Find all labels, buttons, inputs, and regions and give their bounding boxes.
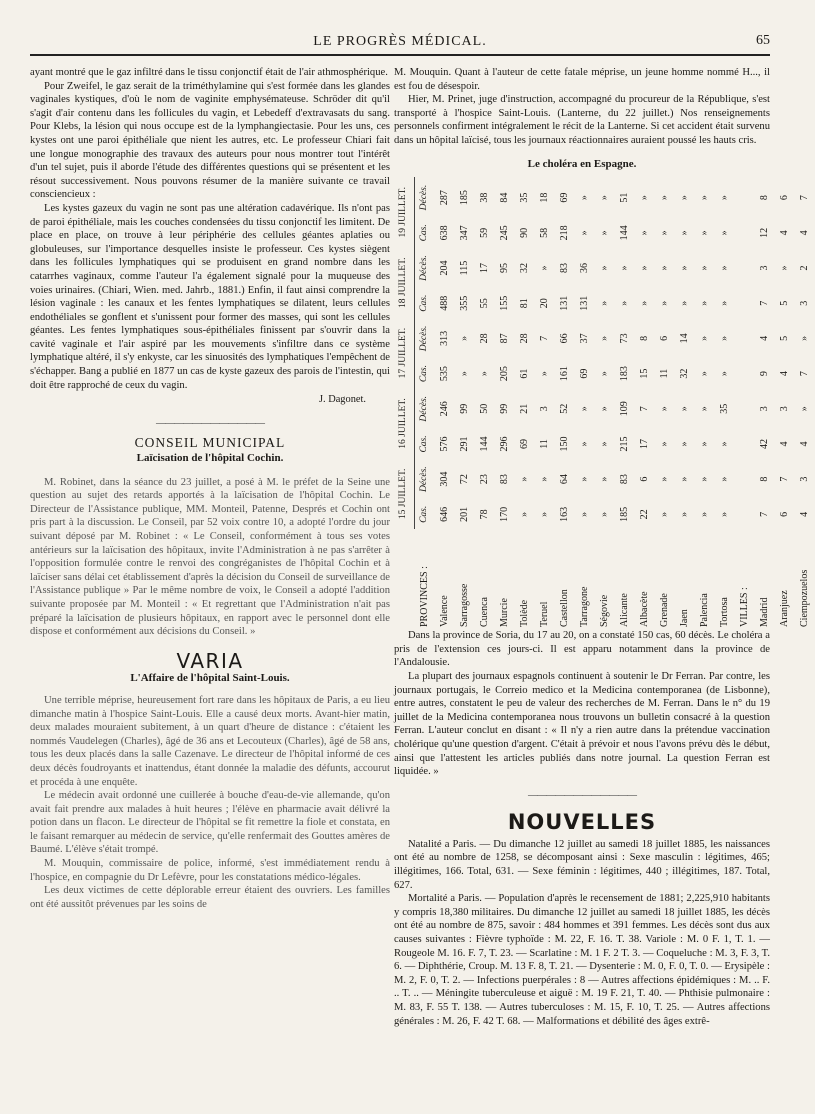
table-cell: 59 (479, 227, 491, 238)
place-name: Grenade (659, 593, 671, 628)
table-corner (394, 529, 415, 629)
table-cell: » (599, 371, 611, 377)
table-cell: 4 (799, 441, 811, 447)
table-cell: 28 (479, 333, 491, 344)
table-row (795, 177, 815, 629)
table-row (655, 177, 675, 629)
table-cell: » (699, 265, 711, 271)
table-cell: 7 (779, 476, 791, 482)
place-name: Alicante (619, 593, 631, 628)
table-cell: 83 (499, 474, 511, 485)
table-row (595, 177, 615, 629)
table-cell: 5 (779, 300, 791, 306)
table-cell: 99 (499, 403, 511, 414)
table-cell: » (539, 476, 551, 482)
place-name: Palencia (699, 593, 711, 628)
table-cell: 84 (499, 192, 511, 203)
table-cell: 7 (759, 511, 771, 517)
table-cell: 6 (779, 195, 791, 201)
table-cell: » (539, 371, 551, 377)
section-title: VARIA (176, 648, 244, 673)
cholera-table-box (394, 177, 811, 629)
table-cell: 3 (539, 406, 551, 412)
section-subtitle: Laïcisation de l'hôpital Cochin. (136, 452, 284, 465)
cas-header: Cas. (419, 435, 430, 453)
table-cell: 6 (779, 511, 791, 517)
place-name: Sarragosse (459, 583, 471, 628)
table-row (715, 177, 735, 629)
paragraph: M. Mouquin, commissaire de police, informé, s'est immédiatement rendu à l'hospice, en compagnie du Dr Lefèvre, pour les constatations médico-légales. (30, 858, 390, 883)
after-table (394, 629, 770, 779)
right-column (394, 66, 811, 1028)
table-cell: 4 (759, 336, 771, 342)
place-name: Ciempozuelos (799, 569, 811, 628)
table-cell: 28 (519, 333, 531, 344)
place-name: Albacète (639, 591, 651, 628)
table-cell: 4 (779, 230, 791, 236)
table-cell: » (479, 371, 491, 377)
deces-header: Décès. (419, 255, 430, 281)
table-row (615, 177, 635, 629)
table-cell: » (599, 230, 611, 236)
table-cell: » (679, 300, 691, 306)
table-cell: » (579, 230, 591, 236)
place-name: Tortosa (719, 597, 731, 628)
table-cell: 6 (659, 336, 671, 342)
table-cell: » (719, 336, 731, 342)
table-cell: 61 (519, 368, 531, 379)
table-cell: 69 (519, 439, 531, 450)
table-cell: » (719, 265, 731, 271)
table-cell: 5 (779, 336, 791, 342)
table-row (575, 177, 595, 629)
table-row (515, 177, 535, 629)
table-cell: 72 (459, 474, 471, 485)
place-name: Cuenca (479, 597, 491, 628)
table-cell: 204 (439, 260, 451, 276)
paragraph: Dans la province de Soria, du 17 au 20, on a constaté 150 cas, 60 décès. Le choléra a pris de l'extension ces jours-ci. Il est apparu notamment dans la province de l'Andalousie. (394, 630, 770, 669)
table-cell: » (799, 406, 811, 412)
table-cell: 3 (799, 476, 811, 482)
author-signature: J. Dagonet. (318, 394, 366, 406)
deces-header: Décès. (419, 184, 430, 211)
table-cell: » (639, 265, 651, 271)
table-cell: 35 (519, 192, 531, 203)
table-cell: » (719, 300, 731, 306)
table-cell: 36 (579, 263, 591, 274)
journal-title: LE PROGRÈS MÉDICAL. (313, 34, 487, 49)
table-cell: » (599, 441, 611, 447)
table-cell: » (459, 371, 471, 377)
table-cell: » (639, 230, 651, 236)
table-cell: 12 (759, 227, 771, 238)
paragraph: ayant montré que le gaz infiltré dans le tissu conjonctif était de l'air athmosphérique. (30, 67, 388, 78)
place-name: Teruel (539, 601, 551, 628)
paragraph: M. Robinet, dans la séance du 23 juillet, a posé à M. le préfet de la Seine une question au sujet des retards apportés à la laïcisation de l'hôpital Cochin. Le Directeur de l'Assistance publique, MM. Monteil, Patenne, Després et Cochin ont pris part à la discussion. Le Conseil, par 52 voix contre 10, a adopté l'ordre du jour suivant déposé par M. Robinet : « Le Conseil, conformément à tous ses votes antérieurs sur la laïcisation des hôpitaux, invite l'Administration à ne pas s'arrêter à l'opposition formulée contre le renvoi des congréganistes de l'hôpital Cochin et à laïciser sans délai cet établissement d'après la décision du Conseil de surveillance de l'Assistance publique » Par le même nombre de voix, le Conseil a adopté l'addition suivante proposée par M. Monteil : « Et regrettant que l'Administration n'ait pas préparé la laïcisation de plusieurs hôpitaux, en rapport avec le personnel dont elle dispose et conformément aux décisions du Conseil. » (30, 476, 390, 638)
place-name: Madrid (759, 597, 771, 628)
table-cell: » (599, 265, 611, 271)
table-cell: » (599, 300, 611, 306)
table-cell: » (619, 300, 631, 306)
place-name: Castellon (559, 589, 571, 628)
table-cell: 313 (439, 331, 451, 347)
table-cell: » (579, 511, 591, 517)
table-cell: 170 (499, 506, 511, 522)
cas-header: Cas. (419, 505, 430, 524)
table-cell: » (659, 406, 671, 412)
table-cell: 488 (439, 295, 451, 311)
table-cell: 15 (639, 368, 651, 379)
table-cell: » (679, 511, 691, 517)
table-cell: » (599, 511, 611, 517)
table-cell: » (679, 406, 691, 412)
place-name: Tolède (519, 600, 531, 628)
table-cell: 185 (619, 506, 631, 522)
table-cell: » (719, 230, 731, 236)
table-row (455, 177, 475, 629)
table-cell: » (699, 300, 711, 306)
table-cell: 7 (639, 406, 651, 412)
table-cell: 32 (679, 368, 691, 379)
table-cell: 64 (559, 474, 571, 485)
table-row (635, 177, 655, 629)
table-cell: » (699, 230, 711, 236)
table-cell: » (699, 195, 711, 201)
paragraph: Les kystes gazeux du vagin ne sont pas une altération cadavérique. Ils n'ont pas de paroi épithéliale, mais les couches condensées du tissu conjonctif les limitent. De place en place, on trouve à leur périphérie des cellules géantes aplaties ou globuleuses, sur l'importance desquelles insiste le professeur. Ces kystes siègent dans les follicules lymphatiques qui se produisent en grand nombre dans les catarrhes vaginaux, comme l'auteur l'a également signalé pour la muqueuse des voies urinaires. (Chiari, Wien. med. Jahrb., 1881.) Enfin, il faut ainsi comprendre la lésion vaginale : les canaux et les fentes lymphatiques se dilatent, leurs cellules endothéliales se gonflent et s'unissent pour former des masses, qui sont les cellules géantes. Les fentes lymphatiques sous-épithéliales finissent par s'ouvrir dans la cavité vaginale et l'air aspiré par les mouvements s'infiltre dans ce système lymphatique altéré, il s'y enkyste, car les sinuosités des lymphatiques l'empêchent de s'échapper. Bang a publié en 1877 un cas de kyste gazeux des parois de l'intestin, qui doit être rapproché de ceux du vagin. (30, 202, 390, 391)
table-cell: » (699, 336, 711, 342)
table-cell: 8 (759, 476, 771, 482)
table-cell: 3 (759, 406, 771, 412)
table-cell: 144 (619, 225, 631, 241)
table-cell: » (679, 476, 691, 482)
section-title: CONSEIL MUNICIPAL (134, 435, 286, 451)
cas-header: Cas. (419, 294, 430, 312)
table-cell: » (539, 265, 551, 271)
paragraph: Pour Zweifel, le gaz serait de la triméthylamine qui s'est formée dans les glandes vaginales kystiques, d'où le nom de vaginite emphysémateuse. Schröder dit qu'il s'agit d'air contenu dans les follicules du vagin, et Lebedeff d'extravasats du sang. Pour Klebs, la lésion qui nous occupe est de la lymphangiectasie. Pour les uns, ces kystes ont une paroi épithéliale que nient les autres, etc. Le professeur Chiari fait une longue monographie des travaux des auteurs pour nous montrer tout l'intérêt d'un tel sujet, puis il aborde l'étude des différentes questions qui se présentent et les résout successivement. Nous pouvons résumer de la manière suivante ce travail consciencieux : (30, 80, 390, 201)
section-title: NOUVELLES (507, 810, 657, 835)
table-cell: 11 (659, 368, 671, 379)
table-cell: » (679, 195, 691, 201)
table-cell: 246 (439, 401, 451, 417)
table-cell: 87 (499, 333, 511, 344)
table-cell: 58 (539, 227, 551, 238)
table-cell: » (699, 441, 711, 447)
table-cell: » (799, 336, 811, 342)
table-cell: 304 (439, 471, 451, 487)
table-cell: 42 (759, 439, 771, 450)
table-cell: » (599, 476, 611, 482)
table-cell: 90 (519, 227, 531, 238)
table-cell: 66 (559, 333, 571, 344)
villes-label: VILLES : (739, 587, 751, 628)
table-cell: 205 (499, 366, 511, 382)
table-cell: 576 (439, 436, 451, 452)
table-cell: 131 (559, 295, 571, 311)
table-cell: 535 (439, 366, 451, 382)
table-cell: 17 (479, 263, 491, 274)
paragraph: Le médecin avait ordonné une cuillerée à bouche d'eau-de-vie allemande, qu'on avait fait prendre aux malades à huit heures ; l'élève en pharmacie avait délivré la potion dans un flacon. Le directeur de l'hôpital se fit remettre la fiole et constata, en le faisant remarquer au médecin de service, qu'elle renfermait des Gouttes amères de Baumé. L'élève s'était trompé. (30, 790, 390, 856)
table-row (495, 177, 515, 629)
place-name: Ségovie (599, 594, 611, 628)
table-cell: 638 (439, 225, 451, 241)
table-cell: » (579, 195, 591, 201)
table-cell: 4 (779, 441, 791, 447)
table-cell: 9 (759, 371, 771, 377)
table-cell: 4 (799, 230, 811, 236)
table-cell: 215 (619, 436, 631, 452)
table-cell: 183 (619, 366, 631, 382)
table-cell: 4 (779, 371, 791, 377)
table-cell: 95 (499, 263, 511, 274)
table-cell: 99 (459, 403, 471, 414)
table-row (775, 177, 795, 629)
table-cell: 81 (519, 298, 531, 309)
table-cell: 7 (799, 371, 811, 377)
table-cell: » (699, 476, 711, 482)
table-cell: 73 (619, 333, 631, 344)
table-cell: 14 (679, 333, 691, 344)
table-cell: 6 (639, 476, 651, 482)
table-row (475, 177, 495, 629)
table-cell: » (659, 195, 671, 201)
table-cell: 144 (479, 436, 491, 452)
table-cell: 150 (559, 436, 571, 452)
cholera-table-rotated (394, 177, 811, 629)
table-cell: 78 (479, 509, 491, 520)
table-cell: » (679, 230, 691, 236)
table-cell: » (659, 441, 671, 447)
table-cell: » (679, 265, 691, 271)
table-cell: » (599, 195, 611, 201)
table-row (675, 177, 695, 629)
table-cell: » (699, 371, 711, 377)
date-header: 16 JUILLET. (394, 388, 415, 458)
table-cell: 7 (539, 336, 551, 342)
table-cell: 155 (499, 295, 511, 311)
table-cell: » (659, 511, 671, 517)
table-cell: 69 (559, 192, 571, 203)
table-cell: 163 (559, 506, 571, 522)
table-cell: 291 (459, 436, 471, 452)
table-cell: » (619, 265, 631, 271)
date-header: 17 JUILLET. (394, 318, 415, 388)
table-cell: 55 (479, 298, 491, 309)
table-cell: » (779, 265, 791, 271)
deces-header: Décès. (419, 466, 430, 493)
table-cell: » (659, 300, 671, 306)
table-cell: » (699, 406, 711, 412)
table-title: Le choléra en Espagne. (527, 157, 637, 170)
divider: ———————————— (528, 789, 636, 801)
table-cell: 32 (519, 263, 531, 274)
table-cell: 22 (639, 509, 651, 520)
table-cell: 3 (779, 406, 791, 412)
cas-header: Cas. (419, 224, 430, 242)
place-name: Tarragone (579, 586, 591, 628)
table-cell: 11 (539, 439, 551, 449)
table-cell: 131 (579, 295, 591, 311)
table-cell: 185 (459, 190, 471, 206)
table-cell: » (599, 406, 611, 412)
table-cell: » (579, 476, 591, 482)
paragraph: M. Mouquin. Quant à l'auteur de cette fatale méprise, un jeune homme nommé H..., il est fou de désespoir. (394, 67, 770, 92)
table-cell: » (639, 300, 651, 306)
cholera-table (394, 177, 815, 629)
paragraph: La plupart des journaux espagnols continuent à soutenir le Dr Ferran. Par contre, les journaux portugais, le Correio medico et la Medicina contemporanea (de Lisbonne), entre autres, constatent le peu de valeur des recherches de M. Ferran. Dans le n° du 19 juillet de la Medicina contemporanea nous trouvons un bulletin consacré à la question Ferran. L'auteur conclut en disant : « Il n'y a rien autre dans la prétendue vaccination cholérique qu'une question d'argent. C'était à prévoir et nous l'avons prévu dès le début, ainsi que l'attestent les articles publiés dans notre journal. La question Ferran est liquidée. » (394, 670, 770, 778)
table-cell: 8 (759, 195, 771, 201)
deces-header: Décès. (419, 325, 430, 352)
table-cell: 115 (459, 260, 471, 276)
table-cell: » (659, 265, 671, 271)
table-cell: 201 (459, 506, 471, 522)
cas-header: Cas. (419, 365, 430, 383)
table-cell: 347 (459, 225, 471, 241)
table-cell: 38 (479, 192, 491, 203)
paragraph: Natalité a Paris. — Du dimanche 12 juillet au samedi 18 juillet 1885, les naissances ont été au nombre de 1258, se décomposant ainsi : Sexe masculin : légitimes, 465; illégitimes, 166. Total, 631. — Sexe féminin : légitimes, 440 ; illégitimes, 187. Total, 627. (394, 838, 770, 891)
left-column (30, 66, 390, 911)
table-cell: 69 (579, 368, 591, 379)
table-cell: 4 (799, 511, 811, 517)
paragraph: Hier, M. Prinet, juge d'instruction, accompagné du procureur de la République, s'est transporté à l'hospice Saint-Louis. (Lanterne, du 22 juillet.) Nos renseignements personnels confirment intégralement le récit de la Lanterne. Si cet accident était survenu dans un hôpital laïcisé, tous les journaux réactionnaires auraient poussé les hauts cris. (394, 94, 770, 146)
table-cell: » (719, 195, 731, 201)
table-cell: » (539, 511, 551, 517)
table-cell: 646 (439, 506, 451, 522)
paragraph: Mortalité a Paris. — Population d'après le recensement de 1881; 2,225,910 habitants y compris 18,380 militaires. Du dimanche 12 juillet au samedi 18 juillet 1885, les décès ont été au nombre de 875, savoir : 484 hommes et 391 femmes. Les décès sont dus aux causes suivantes : Fièvre typhoïde : M. 22, F. 16. T. 38. Variole : M. 0 F. 1, T. 1. — Rougeole M. 16. F. 7, T. 23. — Scarlatine : M. 1 F. 2 T. 3. — Coqueluche : M. 3, F. 3, T. 6. — Diphthérie, Croup. M. 13 F. 8, T. 21. — Dysenterie : M. 0, F. 0, T. 0. — Erysipèle : M. 2, F. 0, T. 2. — Infections puerpérales : 8 — Autres affections épidémiques : M. .. F. .. T. .. — Méningite tuberculeuse et aiguë : M. 19 F. 21, T. 40. — Phthisie pulmonaire : M. 83, F. 55 T. 138. — Autres tuberculoses : M. 15, F. 10, T. 25. — Autres affections générales : M. 26, F. 42 T. 68. — Malformations et débilité des âges extrê- (394, 893, 770, 1027)
date-header: 18 JUILLET. (394, 248, 415, 318)
deces-header: Décès. (419, 396, 430, 422)
table-cell: 17 (639, 439, 651, 450)
table-cell: » (459, 336, 471, 342)
date-header: 15 JUILLET. (394, 459, 415, 529)
table-cell: 51 (619, 192, 631, 203)
paragraph: Les deux victimes de cette déplorable erreur étaient des ouvriers. Les familles ont été aussitôt prévenues par les soins de (30, 885, 390, 910)
table-cell: 23 (479, 474, 491, 485)
date-header: 19 JUILLET. (394, 177, 415, 248)
table-cell: 355 (459, 295, 471, 311)
table-row (555, 177, 575, 629)
section-subtitle: L'Affaire de l'hôpital Saint-Louis. (130, 672, 290, 685)
table-cell: » (579, 441, 591, 447)
table-cell: 37 (579, 333, 591, 344)
table-cell: 52 (559, 403, 571, 414)
table-cell: 83 (619, 474, 631, 485)
table-row (695, 177, 715, 629)
table-cell: 18 (539, 192, 551, 203)
table-cell: » (659, 230, 671, 236)
table-cell: 21 (519, 403, 531, 414)
table-cell: 50 (479, 403, 491, 414)
table-row (755, 177, 775, 629)
table-cell: » (719, 511, 731, 517)
page-header (30, 30, 770, 56)
place-name: Murcie (499, 598, 511, 628)
table-cell: 296 (499, 436, 511, 452)
table-cell: 7 (759, 300, 771, 306)
place-name: Aranjuez (779, 590, 791, 628)
place-name: Valence (439, 595, 451, 628)
table-cell: 2 (799, 265, 811, 271)
table-cell: 245 (499, 225, 511, 241)
table-cell: » (599, 336, 611, 342)
table-cell: » (519, 476, 531, 482)
table-cell: 287 (439, 190, 451, 206)
table-cell: » (519, 511, 531, 517)
divider: ———————————— (156, 417, 264, 429)
table-cell: 161 (559, 366, 571, 382)
table-cell: 3 (759, 265, 771, 271)
table-cell: 218 (559, 225, 571, 241)
table-cell: » (659, 476, 671, 482)
table-cell: 109 (619, 401, 631, 417)
table-cell: » (639, 195, 651, 201)
provinces-label: PROVINCES : (418, 566, 430, 628)
table-row (435, 177, 455, 629)
page-number: 65 (756, 33, 770, 48)
table-cell: 83 (559, 263, 571, 274)
table-cell: 3 (799, 300, 811, 306)
table-cell: » (579, 406, 591, 412)
table-cell: » (719, 371, 731, 377)
table-cell: 8 (639, 336, 651, 342)
place-name: Jaen (679, 609, 691, 628)
table-row (535, 177, 555, 629)
table-cell: 20 (539, 298, 551, 309)
table-cell: » (719, 441, 731, 447)
table-cell: » (679, 441, 691, 447)
paragraph: Une terrible méprise, heureusement fort rare dans les hôpitaux de Paris, a eu lieu dimanche matin à l'hospice Saint-Louis. Elle a causé deux morts. Avant-hier matin, deux malades mouraient subitement, à un quart d'heure de distance : c'étaient les nommés Vaudelegen (Charles), âgé de 36 ans et Lecouteux (Charles), âgé de 58 ans, tous les deux placés dans la salle Cazenave. Le directeur de l'hôpital informé de ces deux décès foudroyants et inattendus, étant donnée la maladie des défunts, accourut et procéda à une enquête. (30, 694, 390, 788)
table-cell: 35 (719, 403, 731, 414)
table-cell: » (719, 476, 731, 482)
table-cell: 7 (799, 195, 811, 201)
table-cell: » (699, 511, 711, 517)
